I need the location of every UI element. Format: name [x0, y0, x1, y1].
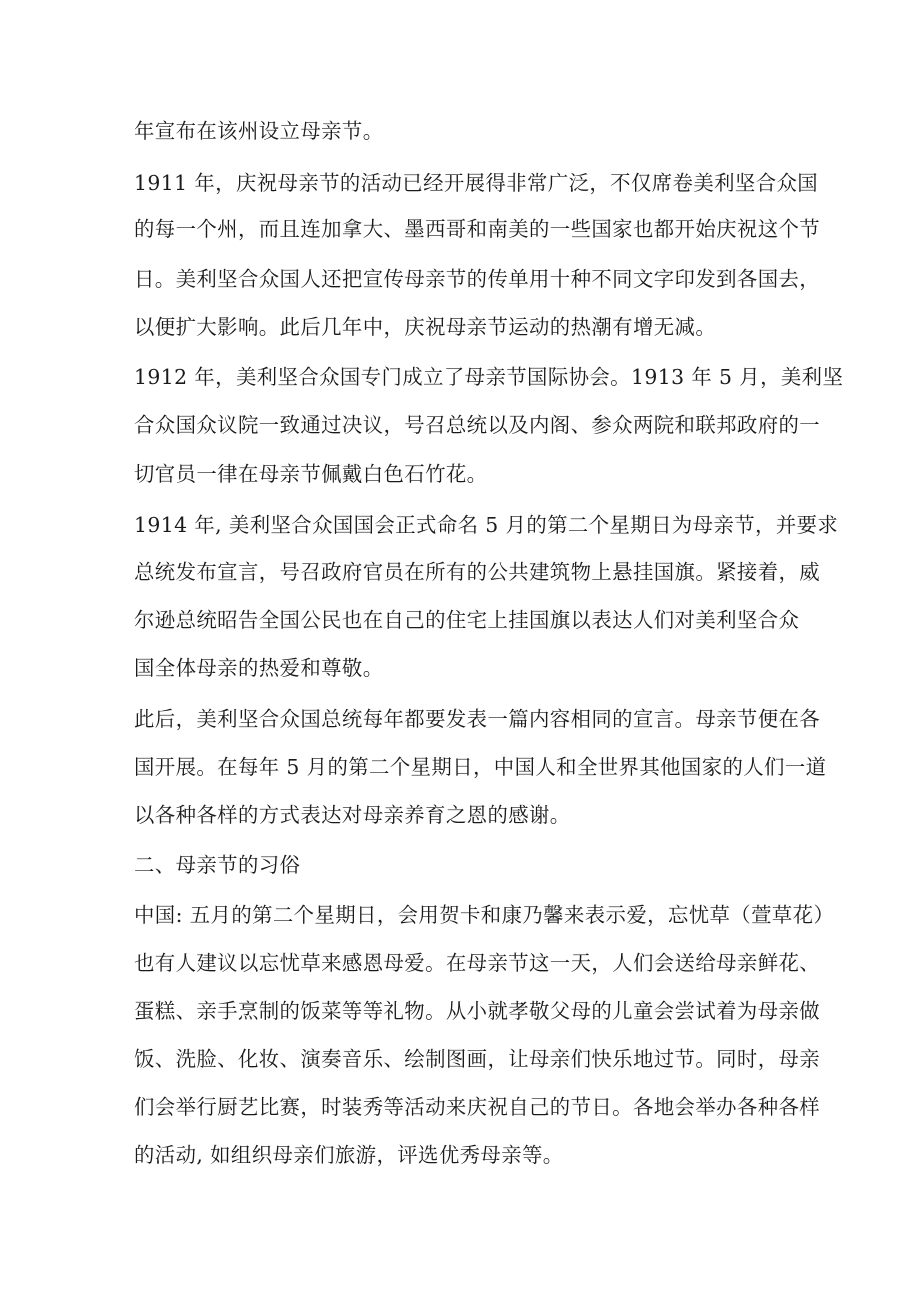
- text-line: 的每一个州，而且连加拿大、墨西哥和南美的一些国家也都开始庆祝这个节: [134, 217, 821, 241]
- section-heading: 二、母亲节的习俗: [134, 853, 301, 877]
- text-line: 1912 年，美利坚合众国专门成立了母亲节国际协会。1913 年 5 月，美利坚: [134, 365, 844, 389]
- text-line: 蛋糕、亲手烹制的饭菜等等礼物。从小就孝敬父母的儿童会尝试着为母亲做: [134, 999, 821, 1023]
- text-line: 中国: 五月的第二个星期日，会用贺卡和康乃馨来表示爱，忘忧草（萱草花）: [134, 903, 835, 927]
- text-line: 国全体母亲的热爱和尊敬。: [134, 656, 384, 680]
- text-line: 年宣布在该州设立母亲节。: [134, 119, 384, 143]
- text-line: 总统发布宣言，号召政府官员在所有的公共建筑物上悬挂国旗。紧接着，威: [134, 560, 821, 584]
- text-line: 合众国众议院一致通过决议，号召总统以及内阁、参众两院和联邦政府的一: [134, 413, 821, 437]
- text-line: 国开展。在每年 5 月的第二个星期日，中国人和全世界其他国家的人们一道: [134, 755, 827, 779]
- text-line: 1911 年，庆祝母亲节的活动已经开展得非常广泛，不仅席卷美利坚合众国: [134, 171, 819, 195]
- text-line: 的活动, 如组织母亲们旅游，评选优秀母亲等。: [134, 1143, 564, 1167]
- text-line: 也有人建议以忘忧草来感恩母爱。在母亲节这一天，人们会送给母亲鲜花、: [134, 951, 821, 975]
- text-line: 饭、洗脸、化妆、演奏音乐、绘制图画，让母亲们快乐地过节。同时，母亲: [134, 1047, 821, 1071]
- text-line: 以便扩大影响。此后几年中，庆祝母亲节运动的热潮有增无减。: [134, 315, 717, 339]
- text-line: 以各种各样的方式表达对母亲养育之恩的感谢。: [134, 803, 571, 827]
- text-line: 尔逊总统昭告全国公民也在自己的住宅上挂国旗以表达人们对美利坚合众: [134, 608, 800, 632]
- text-line: 1914 年, 美利坚合众国国会正式命名 5 月的第二个星期日为母亲节，并要求: [134, 513, 839, 537]
- text-line: 切官员一律在母亲节佩戴白色石竹花。: [134, 462, 488, 486]
- text-line: 此后，美利坚合众国总统每年都要发表一篇内容相同的宣言。母亲节便在各: [134, 707, 821, 731]
- text-line: 们会举行厨艺比赛，时装秀等活动来庆祝自己的节日。各地会举办各种各样: [134, 1095, 821, 1119]
- text-line: 日。美利坚合众国人还把宣传母亲节的传单用十种不同文字印发到各国去，: [134, 267, 821, 291]
